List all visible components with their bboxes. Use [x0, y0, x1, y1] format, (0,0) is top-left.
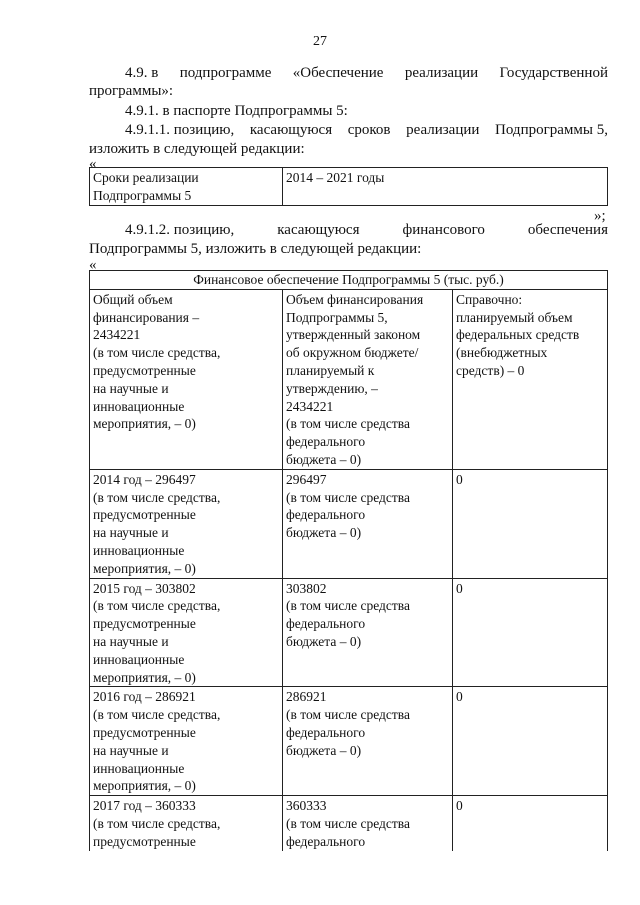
- table-cell: [453, 469, 608, 578]
- period-value-cell: [283, 168, 608, 206]
- table-cell: [283, 578, 453, 687]
- row-federal: 0: [456, 471, 463, 487]
- table-cell: [453, 687, 608, 796]
- row-federal: 0: [456, 798, 463, 814]
- para-4-9-word: подпрограмме: [179, 65, 272, 81]
- para-4-9-1: 4.9.1. в паспорте Подпрограммы 5:: [125, 103, 348, 119]
- financing-table: [89, 270, 608, 851]
- para-4-9-word: 4.9. в: [125, 65, 159, 81]
- para-4-9-1-2-word: обеспечения: [527, 222, 608, 238]
- para-4-9-1-1-word: сроков: [347, 122, 391, 138]
- table-row: [90, 687, 608, 796]
- page-number: 27: [313, 34, 327, 49]
- table-cell: [90, 469, 283, 578]
- row-year-total: 2014 год – 296497 (в том числе средства, предусмотренные на научные и инновационные мероприятия, – 0): [93, 471, 221, 576]
- table-row: [90, 578, 608, 687]
- row-budget: 303802 (в том числе средства федерального бюджета – 0): [286, 580, 410, 649]
- para-4-9-1-1-word: реализации: [406, 122, 480, 138]
- row-year-total: 2015 год – 303802 (в том числе средства, предусмотренные на научные и инновационные мероприятия, – 0): [93, 580, 221, 685]
- close-quote: »;: [594, 208, 606, 224]
- para-4-9-word: Государственной: [499, 65, 608, 81]
- para-4-9-1-1-word: 4.9.1.1. позицию,: [125, 122, 235, 138]
- table-cell: [283, 289, 453, 469]
- table-cell: [90, 289, 283, 469]
- table-cell: [453, 796, 608, 851]
- table-cell: [283, 469, 453, 578]
- table-cell: [283, 796, 453, 851]
- table-cell: [283, 687, 453, 796]
- row-federal: 0: [456, 580, 463, 596]
- row-budget: 360333 (в том числе средства федерального: [286, 798, 410, 849]
- table-row: [90, 796, 608, 851]
- para-4-9-word: «Обеспечение: [292, 65, 384, 81]
- header-budget: Объем финансирования Подпрограммы 5, утвержденный законом об окружном бюджете/ планируемый к утверждению, – 2434221 (в том числе средства федерального бюджета – 0): [286, 291, 424, 467]
- para-4-9-1-2-word: касающуюся: [277, 222, 360, 238]
- open-quote: «: [89, 156, 97, 172]
- para-4-9-line2: программы»:: [89, 83, 174, 99]
- para-4-9-1-1-line2: изложить в следующей редакции:: [89, 141, 305, 157]
- table-header-row: [90, 289, 608, 469]
- header-federal: Справочно: планируемый объем федеральных средств (внебюджетных средств) – 0: [456, 291, 580, 378]
- para-4-9-1-1-word: касающуюся: [249, 122, 333, 138]
- row-federal: 0: [456, 689, 463, 705]
- table-title-cell: [90, 271, 608, 290]
- row-budget: 296497 (в том числе средства федерального бюджета – 0): [286, 471, 410, 541]
- para-4-9-1-2-line2: Подпрограммы 5, изложить в следующей редакции:: [89, 241, 422, 257]
- table-cell: [90, 687, 283, 796]
- table-cell: [90, 796, 283, 851]
- para-4-9-1-2-line1: [125, 221, 608, 239]
- table-title: Финансовое обеспечение Подпрограммы 5 (тыс. руб.): [193, 272, 504, 287]
- para-4-9-1-2-word: финансового: [402, 222, 485, 238]
- period-value: 2014 – 2021 годы: [286, 170, 385, 185]
- row-year-total: 2016 год – 286921 (в том числе средства, предусмотренные на научные и инновационные мероприятия, – 0): [93, 689, 221, 794]
- para-4-9-1-1-word: Подпрограммы 5,: [495, 122, 608, 138]
- period-label: Сроки реализации Подпрограммы 5: [93, 170, 199, 203]
- row-year-total: 2017 год – 360333 (в том числе средства, предусмотренные: [93, 798, 221, 849]
- para-4-9-1-2-word: 4.9.1.2. позицию,: [125, 222, 235, 238]
- para-4-9-word: реализации: [404, 65, 479, 81]
- open-quote: «: [89, 257, 97, 273]
- table-row: [90, 469, 608, 578]
- para-4-9-1-1-line1: [125, 121, 608, 139]
- period-label-cell: [90, 168, 283, 206]
- row-budget: 286921 (в том числе средства федерального бюджета – 0): [286, 689, 410, 758]
- table-title-row: [90, 271, 608, 290]
- period-table: [89, 167, 608, 206]
- table-cell: [453, 289, 608, 469]
- para-4-9-line1: [125, 64, 608, 82]
- table-cell: [453, 578, 608, 687]
- table-cell: [90, 578, 283, 687]
- header-total: Общий объем финансирования – 2434221 (в том числе средства, предусмотренные на научные и инновационные мероприятия, – 0): [93, 291, 221, 432]
